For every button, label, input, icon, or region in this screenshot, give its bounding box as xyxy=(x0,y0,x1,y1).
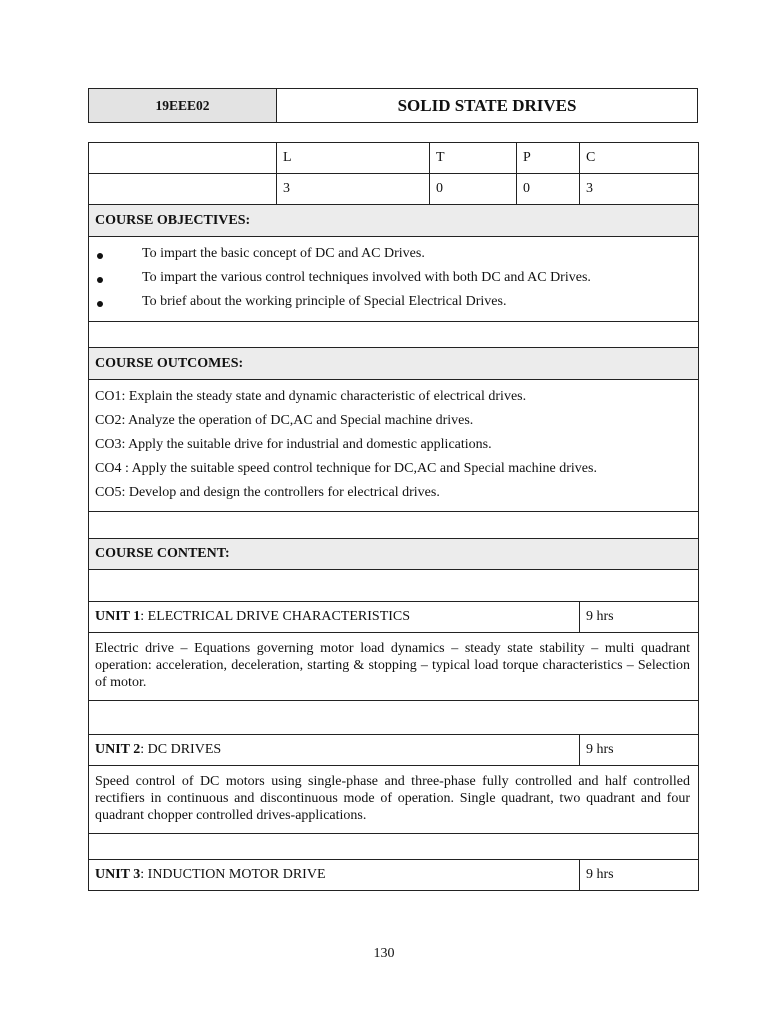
objective-item: To impart the basic concept of DC and AC Drives. xyxy=(95,242,692,266)
page-number: 130 xyxy=(373,946,395,961)
spacer-row xyxy=(89,834,699,860)
outcomes-heading: COURSE OUTCOMES: xyxy=(89,348,699,380)
credits-blank-cell xyxy=(89,174,277,205)
course-title: SOLID STATE DRIVES xyxy=(277,89,698,123)
credit-header-l: L xyxy=(277,143,430,174)
unit-2-description: Speed control of DC motors using single-phase and three-phase fully controlled and half controlled rectifiers in continuous and discontinuous mode of operation. Single quadrant, two quadrant and four quadrant chopper controlled drives-applications. xyxy=(89,766,699,834)
outcome-item: CO2: Analyze the operation of DC,AC and Special machine drives. xyxy=(95,413,474,428)
unit-2-title xyxy=(89,735,580,766)
objective-item: To brief about the working principle of Special Electrical Drives. xyxy=(95,290,692,314)
syllabus-table xyxy=(88,142,699,891)
unit-2-hours: 9 hrs xyxy=(580,735,699,766)
outcomes-list xyxy=(95,380,692,511)
credits-header-row xyxy=(89,143,699,174)
credit-header-c: C xyxy=(580,143,699,174)
spacer-row xyxy=(89,570,699,602)
unit-3-hours: 9 hrs xyxy=(580,860,699,891)
unit-1-name: : ELECTRICAL DRIVE CHARACTERISTICS xyxy=(140,609,411,624)
objectives-cell xyxy=(89,237,699,322)
credit-header-t: T xyxy=(430,143,517,174)
unit-3-header-row xyxy=(89,860,699,891)
objectives-heading: COURSE OBJECTIVES: xyxy=(89,205,699,237)
outcome-item: CO3: Apply the suitable drive for industrial and domestic applications. xyxy=(95,437,492,452)
credit-value-t: 0 xyxy=(430,174,517,205)
unit-1-description: Electric drive – Equations governing motor load dynamics – steady state stability – multi quadrant operation: acceleration, deceleration, starting & stopping – typical load torque characteristics – Selection of motor. xyxy=(89,633,699,701)
outcome-item: CO1: Explain the steady state and dynamic characteristic of electrical drives. xyxy=(95,389,527,404)
unit-2-label: UNIT 2 xyxy=(95,742,141,757)
unit-3-label: UNIT 3 xyxy=(95,867,141,882)
spacer-row xyxy=(89,512,699,539)
credit-value-l: 3 xyxy=(277,174,430,205)
course-code: 19EEE02 xyxy=(89,89,277,123)
unit-1-header-row xyxy=(89,602,699,633)
spacer-row xyxy=(89,322,699,348)
outcome-item: CO5: Develop and design the controllers for electrical drives. xyxy=(95,485,440,500)
outcome-item: CO4 : Apply the suitable speed control technique for DC,AC and Special machine drives. xyxy=(95,461,597,476)
unit-2-name: : DC DRIVES xyxy=(140,742,222,757)
credits-value-row xyxy=(89,174,699,205)
objective-item: To impart the various control techniques involved with both DC and AC Drives. xyxy=(95,266,692,290)
credit-value-c: 3 xyxy=(580,174,699,205)
objectives-list xyxy=(95,237,692,321)
unit-1-hours: 9 hrs xyxy=(580,602,699,633)
outcomes-cell xyxy=(89,380,699,512)
unit-3-name: : INDUCTION MOTOR DRIVE xyxy=(140,867,326,882)
credit-value-p: 0 xyxy=(517,174,580,205)
spacer-row xyxy=(89,701,699,735)
credits-blank-cell xyxy=(89,143,277,174)
unit-3-title xyxy=(89,860,580,891)
credit-header-p: P xyxy=(517,143,580,174)
unit-1-label: UNIT 1 xyxy=(95,609,141,624)
course-title-table xyxy=(88,88,698,123)
unit-2-header-row xyxy=(89,735,699,766)
content-heading: COURSE CONTENT: xyxy=(89,539,699,570)
unit-1-title xyxy=(89,602,580,633)
